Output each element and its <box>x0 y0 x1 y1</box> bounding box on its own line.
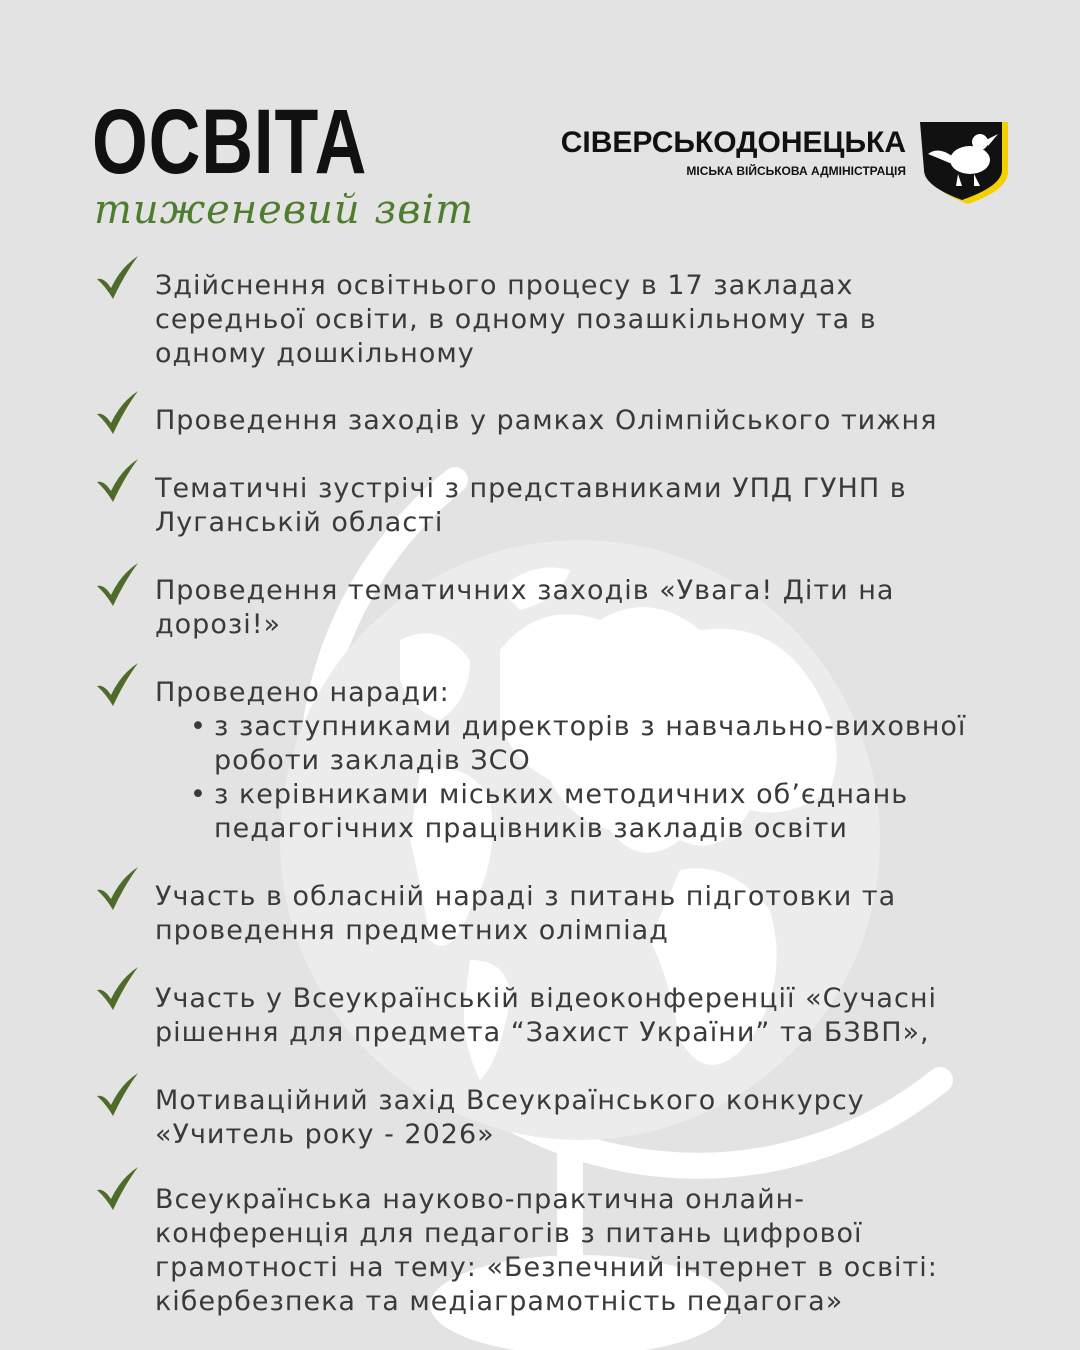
checkmark-icon <box>94 458 140 504</box>
logo-name: СІВЕРСЬКОДОНЕЦЬКА <box>560 126 906 159</box>
list-item-text: Участь в обласній нараді з питань підготовки та проведення предметних олімпіад <box>155 881 897 946</box>
list-item-text: Здійснення освітнього процесу в 17 закладах середньої освіти, в одному позашкільному та в одному дошкільному <box>155 270 877 369</box>
sub-list-item-text: з керівниками міських методичних об’єднань педагогічних працівників закладів освіти <box>214 779 909 844</box>
checkmark-icon <box>94 1166 140 1212</box>
checkmark-icon <box>94 662 140 708</box>
list-item-text: Проведено наради: <box>155 677 450 708</box>
list-item-text: Проведення заходів у рамках Олімпійського тижня <box>155 405 938 436</box>
page-title: ОСВІТА <box>92 91 368 193</box>
checkmark-icon <box>94 562 140 608</box>
list-item-text: Мотиваційний захід Всеукраїнського конкурсу «Учитель року - 2026» <box>155 1085 865 1150</box>
logo-subtitle: МІСЬКА ВІЙСЬКОВА АДМІНІСТРАЦІЯ <box>686 164 906 178</box>
sub-list-item-text: з заступниками директорів з навчально-виховної роботи закладів ЗСО <box>214 711 967 776</box>
sub-list-item <box>190 710 1030 778</box>
checkmark-icon <box>94 866 140 912</box>
checkmark-icon <box>94 390 140 436</box>
sub-list-item <box>190 778 1030 846</box>
page-subtitle: тиженевий звіт <box>94 187 475 233</box>
city-logo <box>550 120 1010 206</box>
list-item-text: Участь у Всеукраїнській відеоконференції «Сучасні рішення для предмета “Захист України” та БЗВП», <box>155 983 937 1048</box>
checkmark-icon <box>94 966 140 1012</box>
bullet-icon: • <box>190 711 207 742</box>
list-item-text: Тематичні зустрічі з представниками УПД ГУНП в Луганській області <box>155 473 907 538</box>
list-item-text: Проведення тематичних заходів «Увага! Діти на дорозі!» <box>155 575 895 640</box>
bullet-icon: • <box>190 779 207 810</box>
sub-list <box>190 710 1030 846</box>
city-emblem-icon <box>918 120 1010 206</box>
checkmark-icon <box>94 255 140 301</box>
list-item-text: Всеукраїнська науково-практична онлайн- конференція для педагогів з питань цифрової грамотності на тему: «Безпечний інтернет в освіті: кібербезпека та медіаграмотність педагога» <box>155 1184 938 1317</box>
checkmark-icon <box>94 1072 140 1118</box>
